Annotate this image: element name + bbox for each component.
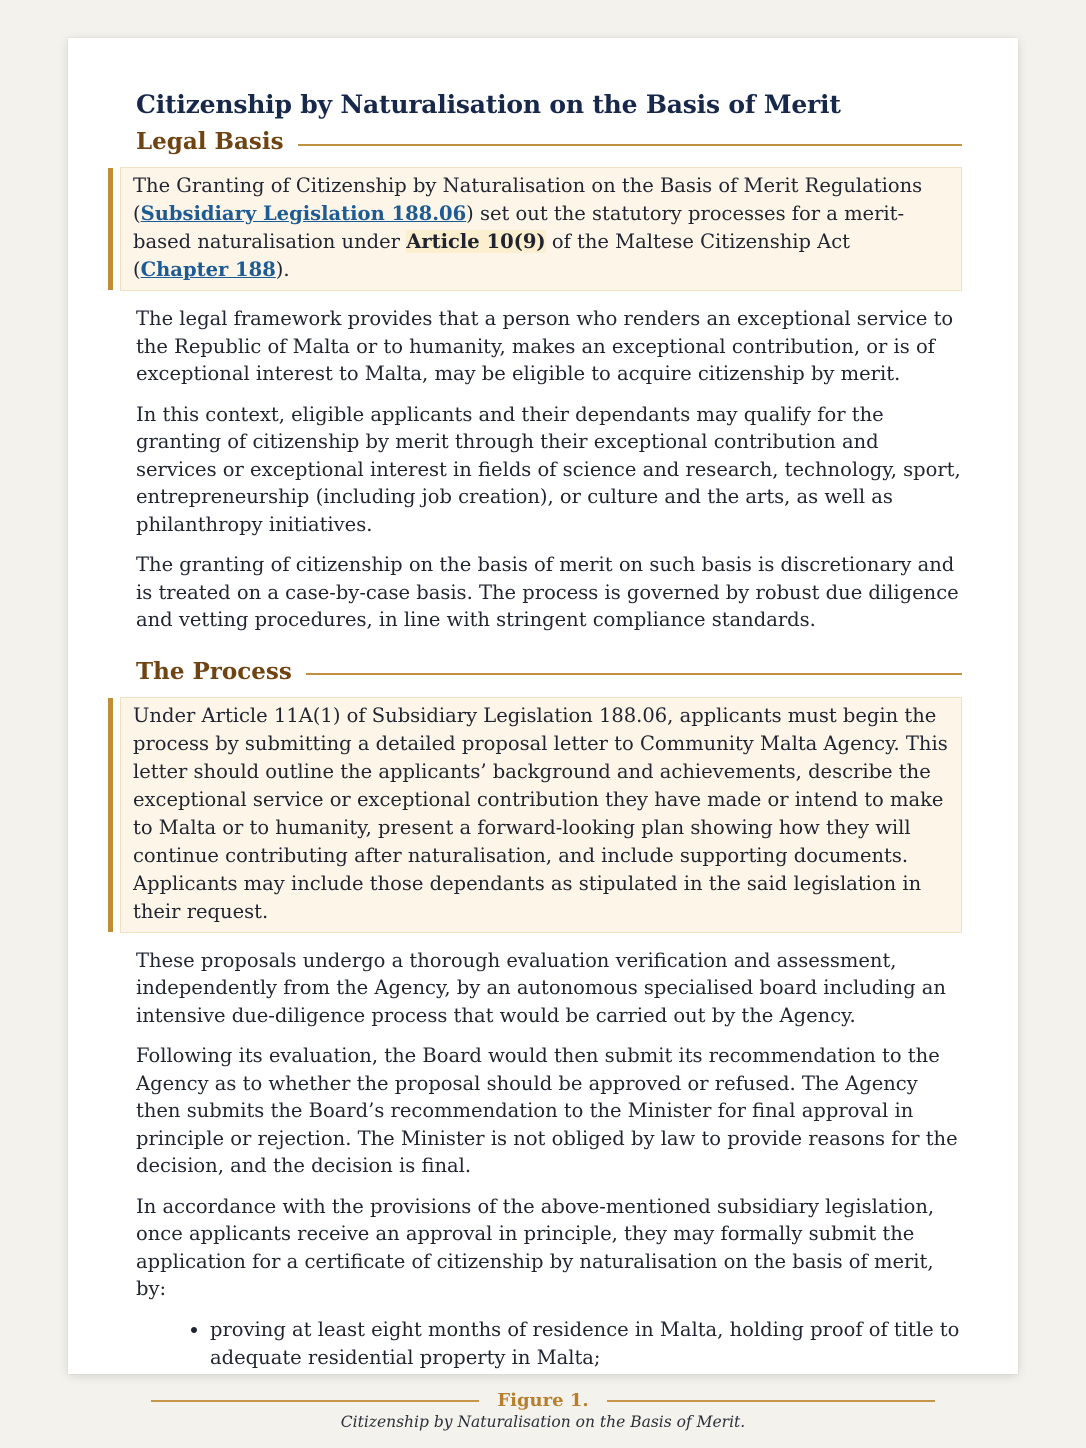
requirements-list — [136, 1316, 962, 1372]
section-heading-label: Legal Basis — [136, 128, 284, 155]
callout-text: of the Maltese Citizenship Act ( — [133, 230, 851, 281]
chapter-188-link[interactable]: Chapter 188 — [140, 258, 276, 281]
heading-divider — [298, 144, 962, 146]
figure-label: Figure 1. — [497, 1390, 589, 1411]
callout-text: Under Article 11A(1) of Subsidiary Legislation 188.06, applicants must begin the process by submitting a detailed proposal letter to Community Malta Agency. This letter should outline the applicants’ background and achievements, describe the exceptional service or exceptional contribution they have made or intend to make to Malta or to humanity, present a forward-looking plan showing how they will continue contributing after naturalisation, and include supporting documents. Applicants may include those dependants as stipulated in the said legislation in their request. — [133, 703, 948, 923]
caption-divider — [151, 1400, 479, 1402]
paragraph: The legal framework provides that a person who renders an exceptional service to the Republic of Malta or to humanity, makes an exceptional contribution, or is of exceptional interest to Malta, may be eligible to acquire citizenship by merit. — [136, 307, 954, 385]
callout-text: The Granting of Citizenship by Naturalisation on the Basis of Merit Regulations ( — [133, 174, 923, 225]
paragraph: In this context, eligible applicants and their dependants may qualify for the granting of citizenship by merit through their exceptional contribution and services or exceptional interest in fields of science and research, technology, sport, entrepreneurship (including job creation), or culture and the arts, as well as philanthropy initiatives. — [136, 402, 961, 536]
article-highlight: Article 10(9) — [406, 230, 546, 253]
figure-label-row — [0, 1390, 1086, 1411]
paragraph: In accordance with the provisions of the above-mentioned subsidiary legislation, once applicants receive an approval in principle, they may formally submit the application for a certificate of citizenship by naturalisation on the basis of merit, by: — [136, 1194, 935, 1300]
heading-divider — [306, 673, 962, 675]
list-item: • proving at least eight months of residence in Malta, holding proof of title to adequate residential property in Malta; — [210, 1316, 962, 1372]
paragraph: Following its evaluation, the Board would then submit its recommendation to the Agency as to whether the proposal should be approved or refused. The Agency then submits the Board’s recommendation to the Minister for final approval in principle or rejection. The Minister is not obliged by law to provide reasons for the decision, and the decision is final. — [136, 1044, 958, 1177]
caption-divider — [607, 1400, 935, 1402]
paragraph: These proposals undergo a thorough evaluation verification and assessment, independently from the Agency, by an autonomous specialised board including an intensive due-diligence process that would be carried out by the Agency. — [136, 948, 946, 1027]
document-page — [68, 38, 1018, 1374]
section-heading-the-process — [136, 658, 962, 685]
figure-caption — [0, 1390, 1086, 1431]
figure-caption-text: Citizenship by Naturalisation on the Basis of Merit. — [340, 1413, 746, 1431]
paragraph: The granting of citizenship on the basis of merit on such basis is discretionary and is treated on a case-by-case basis. The process is governed by robust due diligence and vetting procedures, in line with stringent compliance standards. — [136, 553, 959, 631]
callout-text: ) set out the statutory processes for a merit-based naturalisation under — [133, 202, 905, 253]
subsidiary-legislation-link[interactable]: Subsidiary Legislation 188.06 — [140, 202, 467, 225]
process-callout — [120, 697, 962, 933]
section-heading-label: The Process — [136, 657, 292, 685]
page-title: Citizenship by Naturalisation on the Basis of Merit — [136, 90, 841, 119]
legal-basis-callout — [120, 167, 962, 291]
callout-text: ). — [275, 258, 290, 281]
section-heading-legal-basis — [136, 128, 962, 155]
